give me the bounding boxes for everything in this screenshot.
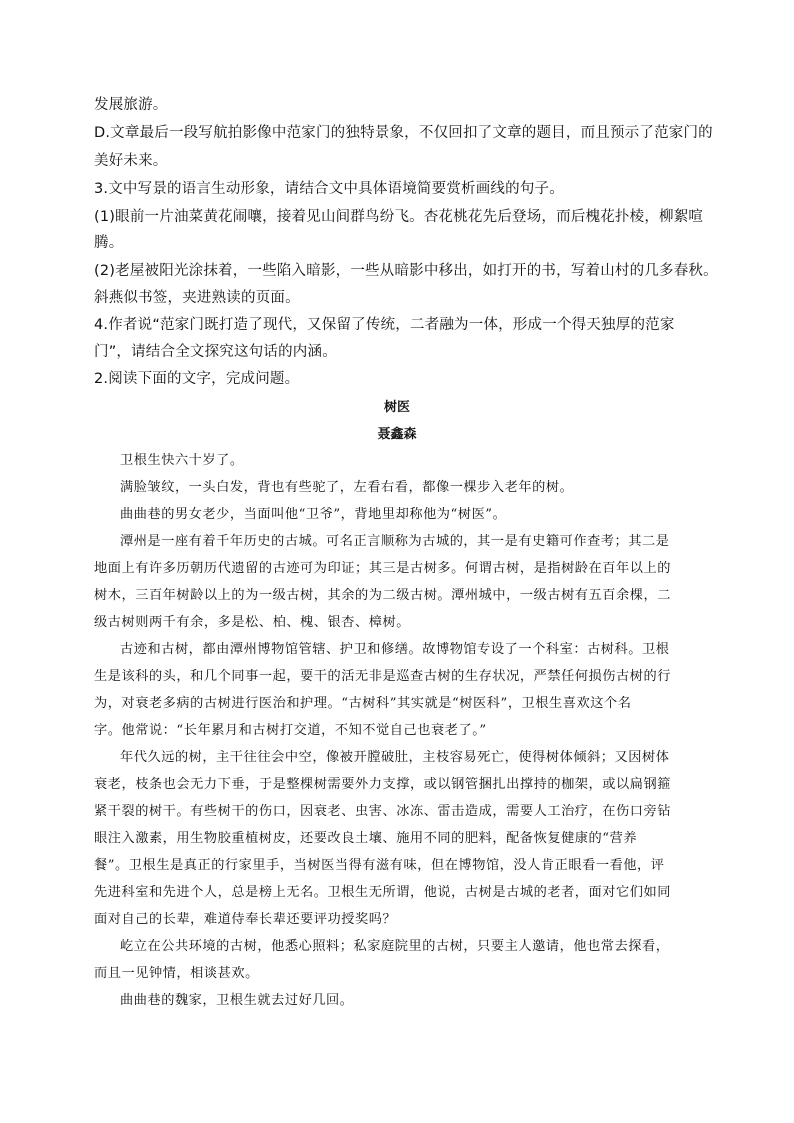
article-line: 曲曲巷的魏家，卫根生就去过好几回。 <box>120 993 354 1008</box>
article-line: 生是该科的头，和几个同事一起，要干的活无非是巡查古树的生存状况，严禁任何损伤古树的行 <box>94 669 671 684</box>
reading-instruction: 2.阅读下面的文字，完成问题。 <box>94 371 300 387</box>
question-3-sentence-1: 腾。 <box>94 235 124 251</box>
article-line: 面对自己的长辈，难道侍奉长辈还要评功授奖吗？ <box>94 912 397 927</box>
article-line: 餐”。卫根生是真正的行家里手，当树医当得有滋有味，但在博物馆，没人肯正眼看一看他，评 <box>94 858 665 873</box>
article-line: 字。他常说：“长年累月和古树打交道，不知不觉自己也衰老了。” <box>94 723 487 738</box>
article-line: 潭州是一座有着千年历史的古城。可名正言顺称为古城的，其一是有史籍可作查考；其二是 <box>120 534 670 549</box>
question-line: 发展旅游。 <box>94 97 168 113</box>
article-line: 曲曲巷的男女老少，当面叫他“卫爷”，背地里却称他为“树医”。 <box>120 507 507 522</box>
article-line: 树木，三百年树龄以上的为一级古树，其余的为二级古树。潭州城中，一级古树有五百余棵，二 <box>94 588 671 603</box>
article-line: 衰老，枝条也会无力下垂，于是整棵树需要外力支撑，或以钢管捆扎出撑持的枷架，或以扁钢箍 <box>94 777 671 792</box>
question-3-sentence-1: (1)眼前一片油菜黄花闹嚷，接着见山间群鸟纷飞。杏花桃花先后登场，而后槐花扑棱，柳絮喧 <box>94 209 704 225</box>
question-4: 4.作者说“范家门既打造了现代，又保留了传统，二者融为一体，形成一个得天独厚的范家 <box>94 317 675 333</box>
article-line: 年代久远的树，主干往往会中空，像被开膛破肚，主枝容易死亡，使得树体倾斜；又因树体 <box>120 750 670 765</box>
article-line: 级古树则两千有余，多是松、柏、槐、银杏、樟树。 <box>94 615 410 630</box>
article-line: 古迹和古树，都由潭州博物馆管辖、护卫和修缮。故博物馆专设了一个科室：古树科。卫根 <box>120 642 670 657</box>
question-3-sentence-2: (2)老屋被阳光涂抹着，一些陷入暗影，一些从暗影中移出，如打开的书，写着山村的几多春秋。 <box>94 263 718 279</box>
question-4: 门”，请结合全文探究这句话的内涵。 <box>94 344 337 360</box>
question-line: 美好未来。 <box>94 153 168 169</box>
article-title: 树医 <box>383 400 410 415</box>
question-line: D.文章最后一段写航拍影像中范家门的独特景象，不仅回扣了文章的题目，而且预示了范家门的 <box>94 125 713 141</box>
article-line: 而且一见钟情，相谈甚欢。 <box>94 966 259 981</box>
article-line: 卫根生快六十岁了。 <box>120 453 244 468</box>
article-line: 眼注入激素，用生物胶重植树皮，还要改良土壤、施用不同的肥料，配备恢复健康的“营养 <box>94 831 638 846</box>
question-3: 3.文中写景的语言生动形象，请结合文中具体语境简要赏析画线的句子。 <box>94 181 564 197</box>
article-line: 地面上有许多历朝历代遗留的古迹可为印证；其三是古树多。何谓古树，是指树龄在百年以上的 <box>94 561 671 576</box>
article-line: 为，对衰老多病的古树进行医治和护理。“古树科”其实就是“树医科”，卫根生喜欢这个名 <box>94 696 632 711</box>
article-line: 先进科室和先进个人，总是榜上无名。卫根生无所谓，他说，古树是古城的老者，面对它们如同 <box>94 885 671 900</box>
article-line: 紧干裂的树干。有些树干的伤口，因衰老、虫害、冰冻、雷击造成，需要人工治疗，在伤口旁钻 <box>94 804 671 819</box>
article-line: 满脸皱纹，一头白发，背也有些驼了，左看右看，都像一棵步入老年的树。 <box>120 480 574 495</box>
question-3-sentence-2: 斜燕似书签，夹进熟读的页面。 <box>94 290 300 306</box>
article-author: 聂鑫森 <box>377 427 417 442</box>
article-line: 屹立在公共环境的古树，他悉心照料；私家庭院里的古树，只要主人邀请，他也常去探看， <box>120 939 670 954</box>
